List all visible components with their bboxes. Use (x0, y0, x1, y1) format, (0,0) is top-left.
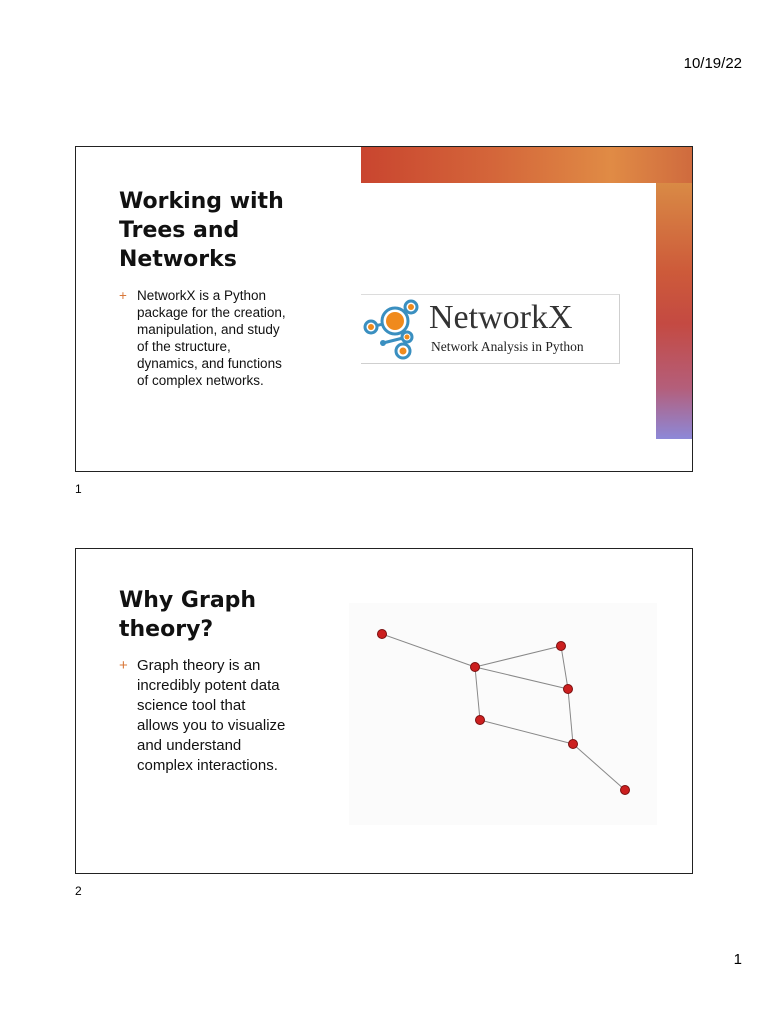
bullet-text: NetworkX is a Python package for the creation, manipulation, and study of the structure, dynamics, and functions of complex networks. (137, 288, 286, 388)
page-number: 1 (733, 951, 742, 968)
graph-node (564, 685, 573, 694)
bullet-item (119, 287, 286, 389)
slide-number: 2 (75, 884, 82, 898)
bullet-text: Graph theory is an incredibly potent data science tool that allows you to visualize and understand complex interactions. (137, 657, 286, 774)
networkx-logo (361, 294, 620, 364)
bullet-item (119, 656, 285, 776)
graph-node (621, 786, 630, 795)
graph-node (569, 740, 578, 749)
graph-illustration (349, 603, 657, 825)
graph-node (378, 630, 387, 639)
slide-title: Why Graph theory? (119, 588, 257, 642)
slide-2 (75, 548, 693, 874)
graph-node (476, 716, 485, 725)
document-date: 10/19/22 (683, 55, 742, 72)
plus-bullet-icon: + (119, 288, 127, 303)
slide-1 (75, 146, 693, 472)
plus-bullet-icon: + (119, 657, 128, 674)
slide-number: 1 (75, 482, 82, 496)
gradient-band (361, 147, 693, 183)
networkx-network-icon (361, 295, 425, 363)
logo-name: NetworkX (429, 299, 573, 336)
graph-node (557, 642, 566, 651)
slide-title: Working with Trees and Networks (119, 189, 284, 272)
gradient-column (656, 183, 693, 439)
graph-node (471, 663, 480, 672)
logo-tagline: Network Analysis in Python (431, 339, 584, 354)
